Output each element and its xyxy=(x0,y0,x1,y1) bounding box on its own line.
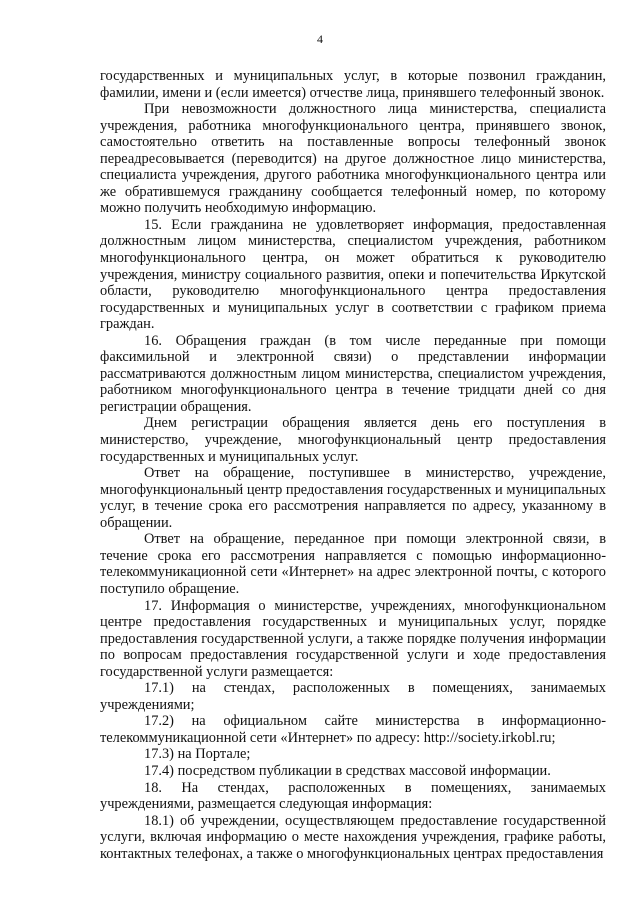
page-number: 4 xyxy=(317,32,323,46)
paragraph: 17.2) на официальном сайте министерства в информационно-телекоммуникационной сети «Интернет» по адресу: http://society.irkobl.ru; xyxy=(100,713,606,746)
paragraph: При невозможности должностного лица министерства, специалиста учреждения, работника многофункционального центра, принявшего звонок, самостоятельно ответить на поставленные вопросы телефонный звонок переадресовывается (переводится) на другое должностное лицо министерства, специалиста учреждения, другого работника многофункционального центра или же обратившемуся гражданину сообщается телефонный номер, по которому можно получить необходимую информацию. xyxy=(100,101,606,217)
paragraph: 15. Если гражданина не удовлетворяет информация, предоставленная должностным лицом министерства, специалистом учреждения, работником многофункционального центра, он может обратиться к руководителю учреждения, министру социального развития, опеки и попечительства Иркутской области, руководителю многофункционального центра предоставления государственных и муниципальных услуг в соответствии с графиком приема граждан. xyxy=(100,216,606,333)
paragraph: 18. На стендах, расположенных в помещениях, занимаемых учреждениями, размещается следующая информация: xyxy=(100,779,606,813)
paragraph: 17.3) на Портале; xyxy=(144,746,251,763)
paragraph: 18.1) об учреждении, осуществляющем предоставление государственной услуги, включая информацию о месте нахождения учреждения, графике работы, контактных телефонах, а также о многофункциональных центрах предоставления xyxy=(100,812,606,862)
paragraph: 17.4) посредством публикации в средствах массовой информации. xyxy=(144,762,551,779)
paragraph: Днем регистрации обращения является день его поступления в министерство, учреждение, многофункциональный центр предоставления государственных и муниципальных услуг. xyxy=(100,415,606,465)
paragraph: Ответ на обращение, переданное при помощи электронной связи, в течение срока его рассмотрения направляется с помощью информационно-телекоммуникационной сети «Интернет» на адрес электронной почты, с которого поступило обращение. xyxy=(100,531,606,597)
document-body xyxy=(100,68,606,862)
paragraph: 17. Информация о министерстве, учреждениях, многофункциональном центре предоставления государственных и муниципальных услуг, порядке предоставления государственной услуги, а также порядке получения информации по вопросам предоставления государственной услуги и ходе предоставления государственной услуги размещается: xyxy=(100,597,606,680)
paragraph: 16. Обращения граждан (в том числе переданные при помощи факсимильной и электронной связи) о представлении информации рассматриваются должностным лицом министерства, специалистом учреждения, работником многофункционального центра в течение тридцати дней со дня регистрации обращения. xyxy=(100,332,606,415)
paragraph: 17.1) на стендах, расположенных в помещениях, занимаемых учреждениями; xyxy=(100,680,606,713)
paragraph: государственных и муниципальных услуг, в которые позвонил гражданин, фамилии, имени и (если имеется) отчестве лица, принявшего телефонный звонок. xyxy=(100,68,606,101)
paragraph: Ответ на обращение, поступившее в министерство, учреждение, многофункциональный центр предоставления государственных и муниципальных услуг, в течение срока его рассмотрения направляется по адресу, указанному в обращении. xyxy=(100,465,606,531)
